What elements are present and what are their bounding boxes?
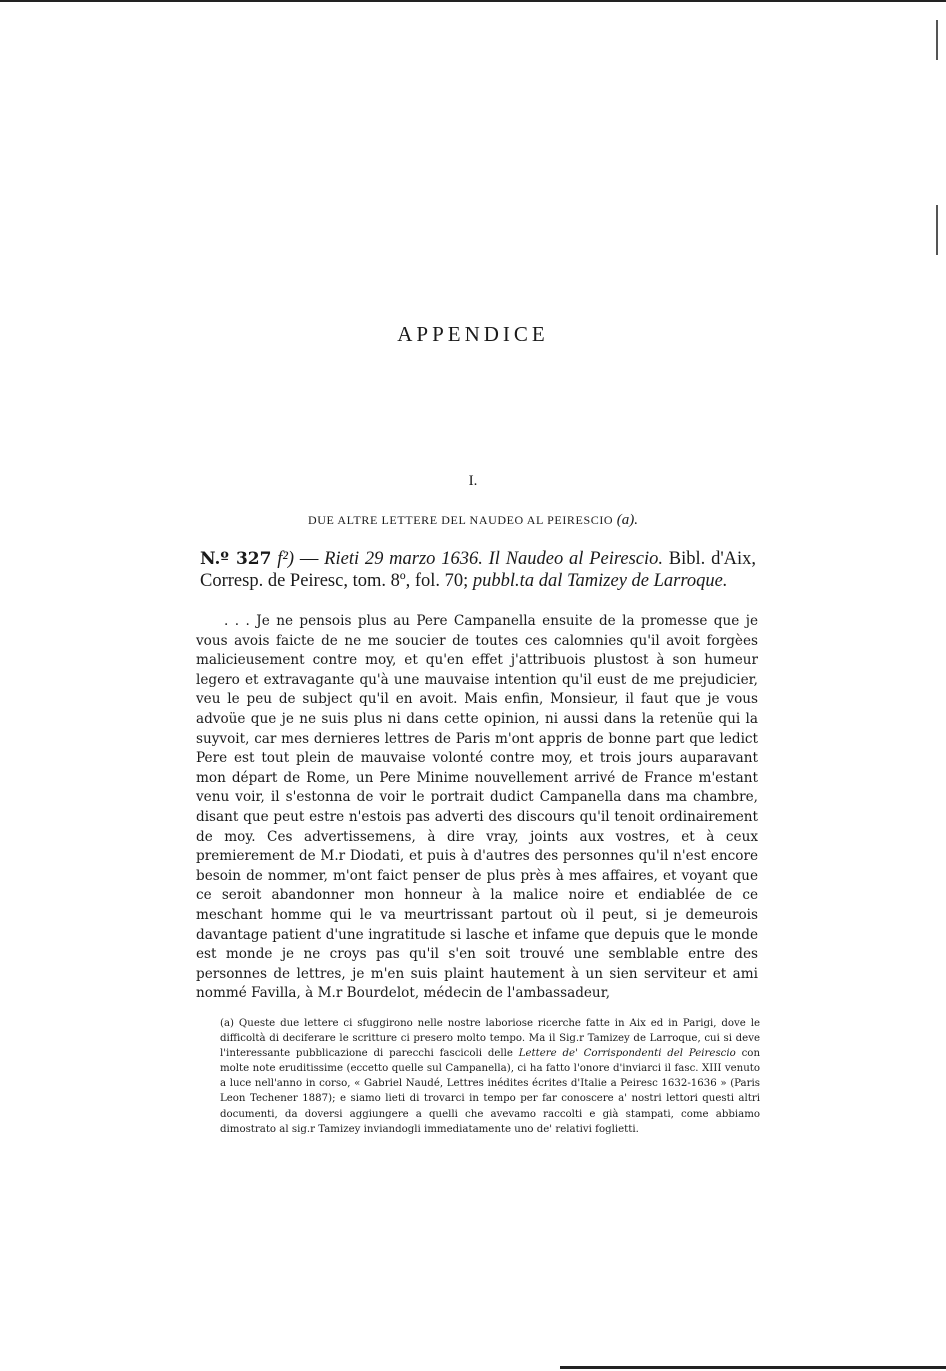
letter-body [196,612,758,1004]
letter-header [200,548,756,592]
published-by: pubbl.ta dal Tamizey de Larroque. [472,571,728,591]
footnote-italic-title: Lettere de' Corrispondenti del Peirescio [518,1048,736,1060]
archive-source: Bibl. d'Aix, Corresp. de Peiresc, tom. 8º, fol. 70; [200,549,757,591]
letter-number: N.º 327 [200,549,272,569]
scan-edge-mark [936,205,938,255]
footnote [220,1016,760,1137]
place-date: Rieti 29 marzo 1636. Il Naudeo al Peirescio. [324,549,664,569]
footnote-text-end: con molte note eruditissime (eccetto quelle sul Campanella), ci ha fatto l'onore d'inviarci il fasc. XIII venuto a luce nell'anno in corso, « Gabriel Naudé, Lettres inédites écrites d'Italie a Peiresc 1632-1636 » (Paris Leon Techener 1887); e siamo lieti di trovarci in tempo per far conoscere a' nostri lettori questi altri documenti, da doversi aggiungere a quelli che avevamo raccolti e già stampati, come abbiamo dimostrato al sig.r Tamizey inviandogli immediatamente uno de' relativi foglietti. [220,1048,761,1135]
footnote-text-start: (a) Queste due lettere ci sfuggirono nelle nostre laboriose ricerche fatte in Aix ed in Parigi, dove le difficoltà di deciferare le scritture ci presero molto tempo. Ma il Sig.r Tamizey de Larroque, cui si deve l'interessante pubblicazione di parecchi fascicoli delle [220,1018,760,1060]
body-paragraph: . . . Je ne pensois plus au Pere Campanella ensuite de la promesse que je vous avois faicte de ne me soucier de toutes ces calomnies qu'il avoit forgèes malicieusement contre moy, et qu'en effet j'attribuois plustost à son humeur legero et extravagante qu'à une mauvaise intention qu'il eust de me prejudicier, veu le peu de subject qu'il en avoit. Mais enfin, Monsieur, il faut que je vous advoüe que je ne suis plus ni dans cette opinion, ni aussi dans la retenüe qui la suyvoit, car mes dernieres lettres de Paris m'ont appris de bonne part que ledict Pere est tout plein de mauvaise volonté contre moy, et trois jours auparavant mon départ de Rome, un Pere Minime nouvellement arrivé de France m'estant venu voir, il s'estonna de voir le portrait dudict Campanella dans ma chambre, disant que peut estre n'estois pas adverti des discours qu'il tenoit ordinairement de moy. Ces advertissemens, à dire vray, joints aux vostres, et à ceux premierement de M.r Diodati, et puis à d'autres des personnes qu'il n'est encore besoin de nommer, m'ont faict penser de plus près à mes affaires, et voyant que ce seroit abandonner mon honneur à la malice noire et endiablée de ce meschant homme qui le va meurtrissant partout où il peut, si je demeurois davantage patient d'une ingratitude si lasche et infame que depuis que le monde est monde je ne croys pas qu'il s'en soit trouvé une semblable entre des personnes de lettres, je m'en suis plaint hautement à un sien serviteur et ami nommé Favilla, à M.r Bourdelot, médecin de l'ambassadeur, [196,613,758,1002]
header-dash: — [294,549,325,569]
folio-note: f²) [277,549,295,569]
section-heading [0,512,946,529]
footnote-reference: (a). [616,512,639,528]
section-number: I. [468,473,478,489]
bottom-border-line [560,1366,946,1369]
scan-edge-mark [936,20,938,60]
top-border-line [0,0,946,2]
section-heading-text: DUE ALTRE LETTERE DEL NAUDEO AL PEIRESCIO [307,513,614,527]
page-title: APPENDICE [397,322,549,346]
